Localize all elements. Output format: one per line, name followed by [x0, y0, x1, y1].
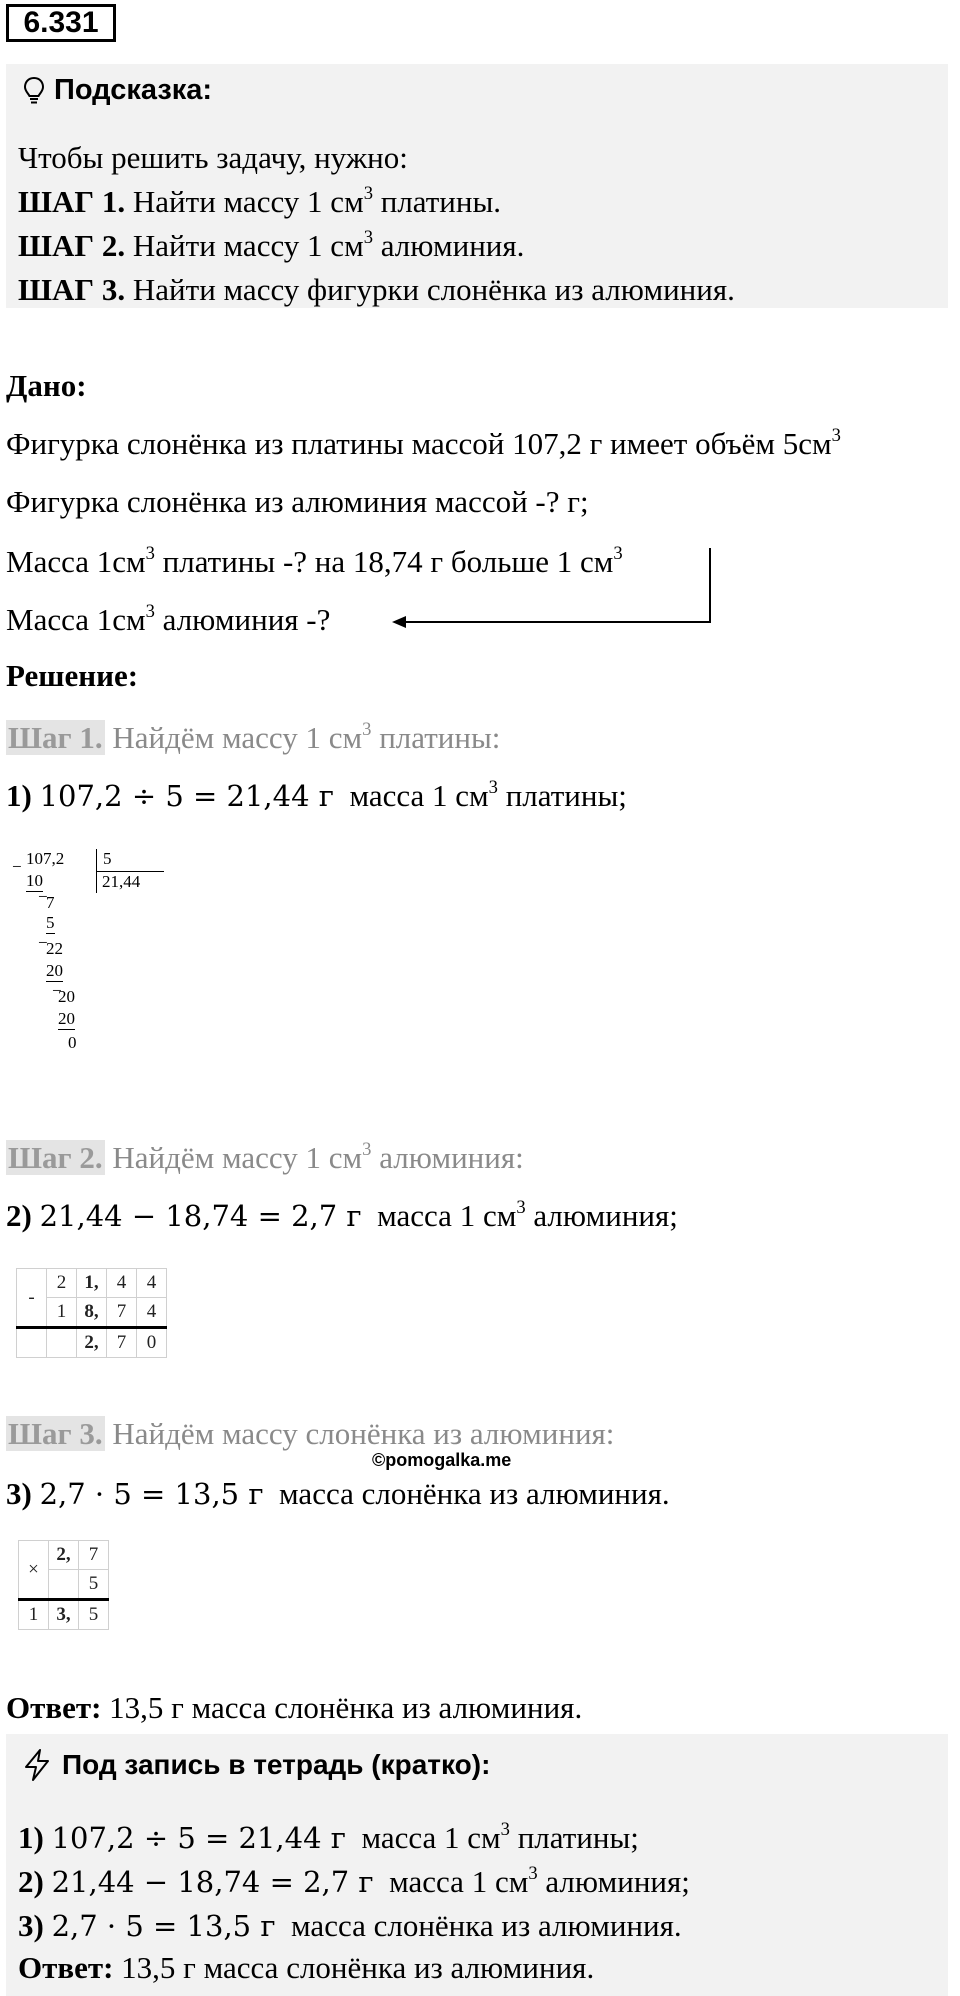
notebook-eq-2: 2) 21,44 − 18,74 = 2,7 г масса 1 $см^3$ алюминия; [18, 1862, 690, 1899]
long-division: − 107,2 5 21,44 10 − 7 5 − 22 20 − 20 20 0 [10, 845, 160, 1095]
notebook-box [6, 1734, 948, 1996]
hint-step-1: ШАГ 1. Найти массу 1 $см^3$ платины. [18, 182, 502, 219]
watermark: ©pomogalka.me [372, 1450, 512, 1470]
notebook-eq-3: 3) 2,7 · 5 = 13,5 г масса слонёнка из алюминия. [18, 1908, 682, 1943]
subtraction-grid: - 2 1, 4 4 1 8, 7 4 2, 7 0 [16, 1268, 167, 1358]
step-1-heading: Шаг 1. Найдём массу 1 $см^3$ платины: [8, 718, 501, 755]
notebook-title-text: Под запись в тетрадь (кратко): [62, 1749, 491, 1780]
lightbulb-icon [22, 76, 46, 106]
solution-title: Решение: [6, 658, 139, 693]
notebook-title [22, 1748, 490, 1782]
notebook-eq-1: 1) 107,2 ÷ 5 = 21,44 г масса 1 $см^3$ платины; [18, 1818, 639, 1855]
lightning-icon [22, 1748, 52, 1782]
multiplication-grid: × 2, 7 5 1 3, 5 [18, 1540, 109, 1630]
given-line-3: Масса $1см^3$ платины -? на 18,74 г больше 1 $см^3$ [6, 542, 623, 579]
notebook-answer: Ответ: 13,5 г масса слонёнка из алюминия. [18, 1950, 595, 1985]
hint-intro: Чтобы решить задачу, нужно: [18, 140, 408, 175]
step-3-heading: Шаг 3. Найдём массу слонёнка из алюминия: [8, 1416, 615, 1451]
hint-step-3: ШАГ 3. Найти массу фигурки слонёнка из алюминия. [18, 272, 735, 307]
hint-step-2: ШАГ 2. Найти массу 1 $см^3$ алюминия. [18, 226, 525, 263]
answer: Ответ: 13,5 г масса слонёнка из алюминия. [6, 1690, 583, 1725]
equation-1: 1) 107,2 ÷ 5 = 21,44 г масса 1 $см^3$ платины; [6, 776, 627, 813]
task-number: 6.331 [6, 4, 116, 42]
comparison-arrow [390, 540, 720, 630]
hint-title [22, 74, 212, 107]
given-title: Дано: [6, 368, 87, 403]
given-line-2: Фигурка слонёнка из алюминия массой -? г; [6, 484, 589, 519]
step-2-heading: Шаг 2. Найдём массу 1 $см^3$ алюминия: [8, 1138, 524, 1175]
given-line-1: Фигурка слонёнка из платины массой 107,2 г имеет объём $5см^3$ [6, 424, 841, 461]
hint-title-text: Подсказка: [54, 74, 213, 106]
hint-box [6, 64, 948, 308]
given-line-4: Масса $1см^3$ алюминия -? [6, 600, 331, 637]
equation-3: 3) 2,7 · 5 = 13,5 г масса слонёнка из алюминия. [6, 1476, 670, 1511]
equation-2: 2) 21,44 − 18,74 = 2,7 г масса 1 $см^3$ алюминия; [6, 1196, 678, 1233]
